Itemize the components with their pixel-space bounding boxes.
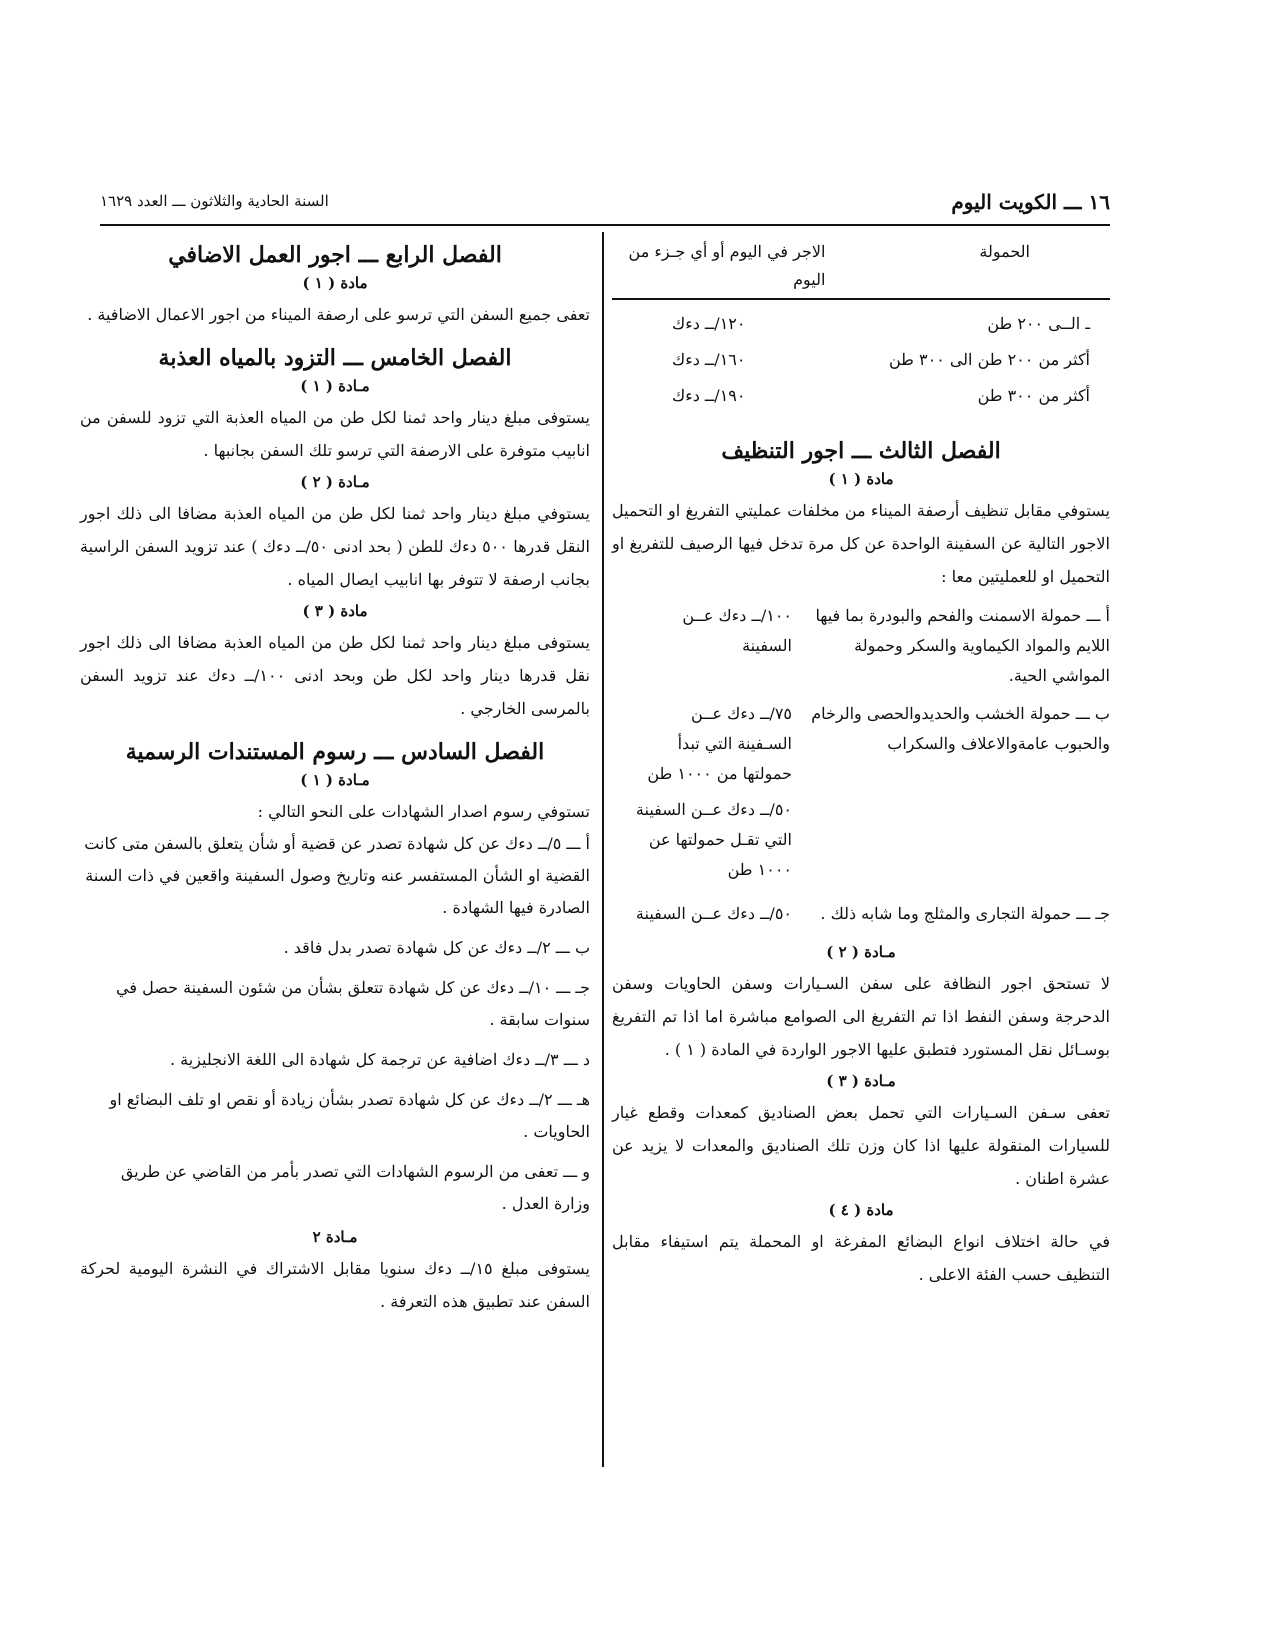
header-issue-info: السنة الحادية والثلاثون ـــ العدد ١٦٢٩ (100, 192, 329, 210)
column-divider (602, 232, 604, 1467)
fee-amount: ٥٠/ــ دءك عــن السفينة التي تقـل حمولتها عن ١٠٠٠ طن (635, 800, 792, 879)
article-label: مـادة ( ١ ) (300, 771, 370, 789)
article-label: مـادة ( ٣ ) (826, 1072, 896, 1090)
fee-amount-group (612, 899, 792, 935)
table-cell-load: أكثر من ٢٠٠ طن الى ٣٠٠ طن (888, 350, 1090, 369)
table-cell-fee: ١٢٠/ــ دءك (672, 314, 746, 333)
fee-category: أ ـــ حمولة الاسمنت والفحم والبودرة بما فيها اللايم والمواد الكيماوية والسكر وحمولة المواشي الحية. (815, 606, 1110, 685)
left-column (80, 232, 590, 1318)
fee-amount-group (612, 699, 792, 891)
article-label: مادة ( ١ ) (302, 274, 368, 292)
fee-row (612, 899, 1110, 935)
tonnage-table-header (612, 238, 1110, 300)
fee-row (612, 699, 1110, 891)
table-row (612, 342, 1110, 378)
chapter-6-title: الفصل السادس ـــ رسوم المستندات الرسمية (125, 739, 545, 765)
article-text: تعفى سـفن السـيارات التي تحمل بعض الصناديق كمعدات وقطع غيار للسيارات المنقولة عليها اذا كان وزن تلك الصناديق والمعدات لا يزيد عن عشرة اطنان . (612, 1103, 1110, 1188)
page-header (100, 190, 1110, 226)
fee-amount-group (612, 601, 792, 691)
article-label: مـادة ( ١ ) (300, 377, 370, 395)
article-text: في حالة اختلاف انواع البضائع المفرغة او المحملة يتم استيفاء مقابل التنظيف حسب الفئة الاعلى . (612, 1232, 1110, 1284)
list-item: و ـــ تعفى من الرسوم الشهادات التي تصدر بأمر من القاضي عن طريق وزارة العدل . (120, 1162, 590, 1213)
list-item: د ـــ ٣/ــ دءك اضافية عن ترجمة كل شهادة الى اللغة الانجليزية . (170, 1050, 590, 1069)
table-cell-fee: ١٦٠/ــ دءك (672, 350, 746, 369)
fee-amount: ١٠٠/ــ دءك عــن السفينة (682, 606, 792, 655)
article-text: يستوفي مبلغ دينار واحد ثمنا لكل طن من المياه العذبة مضافا الى ذلك اجور النقل قدرها ٥٠٠ دءك للطن ( بحد ادنى ٥٠/ــ دءك ) عند تزويد السفن الراسية بجانب ارصفة لا تتوفر بها انابيب ايصال المياه . (80, 504, 590, 589)
table-header-fee: الاجر في اليوم أو أي جـزء من اليوم (628, 242, 826, 289)
article-label: مادة ( ٤ ) (828, 1201, 894, 1219)
article-text: لا تستحق اجور النظافة على سفن السـيارات وسفن الحاويات وسفن الدحرجة وسفن النفط اذا تم التفريغ الى الصوامع مباشرة اما اذا تم التفريغ بوسـائل نقل المستورد فتطبق عليها الاجور الواردة في المادة ( ١ ) . (612, 974, 1110, 1059)
fee-category: ب ـــ حمولة الخشب والحديدوالحصى والرخام والحبوب عامةوالاعلاف والسكراب (811, 704, 1110, 753)
chapter-5-title: الفصل الخامس ـــ التزود بالمياه العذبة (158, 345, 512, 371)
table-row (612, 306, 1110, 342)
article-label: مـادة ٢ (312, 1228, 358, 1246)
article-text: تعفى جميع السفن التي ترسو على ارصفة الميناء من اجور الاعمال الاضافية . (87, 305, 590, 324)
table-cell-load: ـ الــى ٢٠٠ طن (987, 314, 1090, 333)
article-label: مادة ( ٣ ) (302, 602, 368, 620)
list-item: هـ ـــ ٢/ــ دءك عن كل شهادة تصدر بشأن زيادة أو نقص او تلف البضائع او الحاويات . (109, 1090, 590, 1141)
article-intro: تستوفي رسوم اصدار الشهادات على النحو التالي : (257, 802, 590, 821)
header-page-title: ١٦ ـــ الكويت اليوم (951, 190, 1110, 214)
fee-amount: ٧٥/ــ دءك عــن السـفينة التي تبدأ حمولتها من ١٠٠٠ طن (647, 704, 792, 783)
chapter-3-title: الفصل الثالث ـــ اجور التنظيف (721, 438, 1001, 464)
article-text: يستوفي مقابل تنظيف أرصفة الميناء من مخلفات عمليتي التفريغ او التحميل الاجور التالية عن السفينة الواحدة عن كل مرة تدخل فيها الرصيف للتفريغ او التحميل او للعمليتين معا : (612, 501, 1110, 586)
chapter-4-title: الفصل الرابع ـــ اجور العمل الاضافي (168, 242, 502, 268)
article-text: يستوفى مبلغ ١٥/ــ دءك سنويا مقابل الاشتراك في النشرة اليومية لحركة السفن عند تطبيق هذه التعرفة . (80, 1259, 591, 1311)
article-text: يستوفى مبلغ دينار واحد ثمنا لكل طن من المياه العذبة مضافا الى ذلك اجور نقل قدرها دينار واحد لكل طن وبحد ادنى ١٠٠/ــ دءك عند تزويد السفن بالمرسى الخارجي . (80, 633, 590, 718)
list-item: أ ـــ ٥/ــ دءك عن كل شهادة تصدر عن قضية أو شأن يتعلق بالسفن متى كانت القضية او الشأن المستفسر عنه وتاريخ وصول السفينة واقعين في ذات السنة الصادرة فيها الشهادة . (84, 834, 590, 917)
fee-amount: ٥٠/ــ دءك عــن السفينة (635, 904, 792, 923)
article-text: يستوفى مبلغ دينار واحد ثمنا لكل طن من المياه العذبة التي تزود للسفن من انابيب متوفرة على الارصفة التي ترسو تلك السفن بجانبها . (80, 408, 590, 460)
article-label: مـادة ( ٢ ) (300, 473, 370, 491)
article-label: مـادة ( ٢ ) (826, 943, 896, 961)
table-cell-load: أكثر من ٣٠٠ طن (977, 386, 1090, 405)
table-cell-fee: ١٩٠/ــ دءك (672, 386, 746, 405)
list-item: ب ـــ ٢/ــ دءك عن كل شهادة تصدر بدل فاقد . (283, 938, 590, 957)
fee-row (612, 601, 1110, 691)
list-item: جـ ـــ ١٠/ــ دءك عن كل شهادة تتعلق بشأن من شئون السفينة حصل في سنوات سابقة . (116, 978, 590, 1029)
table-header-load: الحمولة (979, 242, 1030, 261)
right-column (612, 232, 1110, 1291)
article-label: مادة ( ١ ) (828, 470, 894, 488)
fee-category: جـ ـــ حمولة التجارى والمثلج وما شابه ذلك . (820, 904, 1110, 923)
table-row (612, 378, 1110, 414)
